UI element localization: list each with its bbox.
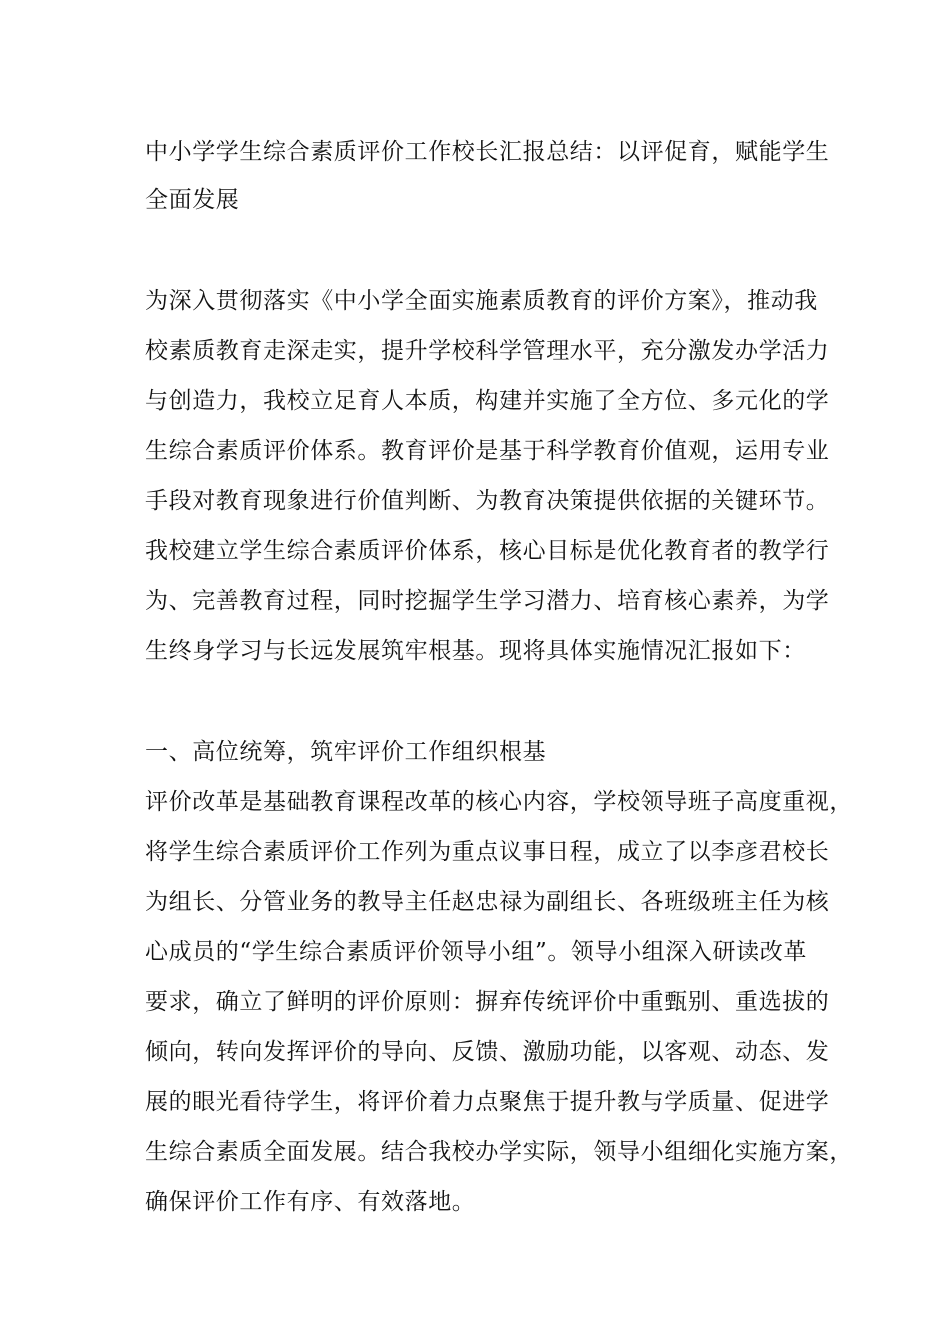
document-title-line-2: 全面发展 bbox=[145, 187, 240, 213]
section-1-line-2: 将学生综合素质评价工作列为重点议事日程，成立了以李彦君校长 bbox=[145, 839, 830, 865]
section-1-line-1: 评价改革是基础教育课程改革的核心内容，学校领导班子高度重视， bbox=[145, 789, 853, 815]
section-1-line-5: 要求，确立了鲜明的评价原则：摒弃传统评价中重甄别、重选拔的 bbox=[145, 989, 830, 1015]
section-1-heading: 一、高位统筹，筑牢评价工作组织根基 bbox=[145, 739, 547, 765]
intro-line-8: 生终身学习与长远发展筑牢根基。现将具体实施情况汇报如下： bbox=[145, 638, 806, 664]
intro-line-5: 手段对教育现象进行价值判断、为教育决策提供依据的关键环节。 bbox=[145, 488, 830, 514]
intro-line-4: 生综合素质评价体系。教育评价是基于科学教育价值观，运用专业 bbox=[145, 438, 830, 464]
intro-line-7: 为、完善教育过程，同时挖掘学生学习潜力、培育核心素养，为学 bbox=[145, 588, 830, 614]
section-1-line-4: 心成员的“学生综合素质评价领导小组”。领导小组深入研读改革 bbox=[145, 939, 807, 965]
section-1-line-6: 倾向，转向发挥评价的导向、反馈、激励功能，以客观、动态、发 bbox=[145, 1039, 830, 1065]
intro-line-6: 我校建立学生综合素质评价体系，核心目标是优化教育者的教学行 bbox=[145, 538, 830, 564]
section-1-line-9: 确保评价工作有序、有效落地。 bbox=[145, 1189, 476, 1215]
section-1-line-3: 为组长、分管业务的教导主任赵忠禄为副组长、各班级班主任为核 bbox=[145, 889, 830, 915]
intro-line-3: 与创造力，我校立足育人本质，构建并实施了全方位、多元化的学 bbox=[145, 388, 830, 414]
intro-line-1: 为深入贯彻落实《中小学全面实施素质教育的评价方案》，推动我 bbox=[145, 288, 818, 314]
section-1-line-8: 生综合素质全面发展。结合我校办学实际，领导小组细化实施方案， bbox=[145, 1139, 853, 1165]
document-title-line-1: 中小学学生综合素质评价工作校长汇报总结：以评促育，赋能学生 bbox=[145, 139, 830, 165]
intro-line-2: 校素质教育走深走实，提升学校科学管理水平，充分激发办学活力 bbox=[145, 338, 830, 364]
section-1-line-7: 展的眼光看待学生，将评价着力点聚焦于提升教与学质量、促进学 bbox=[145, 1089, 830, 1115]
